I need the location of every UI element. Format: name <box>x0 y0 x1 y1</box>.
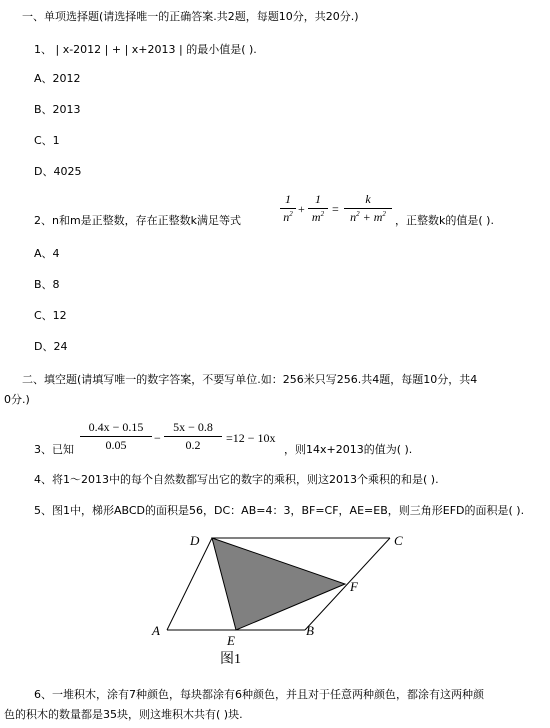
q3-f2-numerator: 5x − 0.8 <box>173 420 213 434</box>
section1-heading: 一、单项选择题(请选择唯一的正确答案.共2题，每题10分，共20分.) <box>22 10 359 23</box>
q3-f1-denominator: 0.05 <box>105 438 127 452</box>
q2-option-b: B、8 <box>34 278 60 291</box>
q1-option-c: C、1 <box>34 134 60 147</box>
q3-fraction-2 <box>164 420 222 453</box>
q2-fraction-2 <box>308 192 328 225</box>
question-2-text: 2、n和m是正整数，存在正整数k满足等式 <box>34 214 242 227</box>
section2-heading-cont: 0分.) <box>4 393 30 406</box>
question-6-text-cont: 色的积木的数量都是35块，则这堆积木共有( )块. <box>4 708 243 721</box>
question-1-text: 1、 | x-2012 | + | x+2013 | 的最小值是( ). <box>34 43 257 56</box>
q2-option-d: D、24 <box>34 340 68 353</box>
q3-f2-denominator: 0.2 <box>185 438 201 452</box>
q2-f2-numerator: 1 <box>315 192 321 206</box>
q2-f1-denominator: n <box>283 210 290 224</box>
q2-f1-numerator: 1 <box>285 192 291 206</box>
label-e: E <box>227 633 235 648</box>
q1-option-d: D、4025 <box>34 165 82 178</box>
question-3-text-after: ，则14x+2013的值为( ). <box>284 443 413 456</box>
q2-f2-denominator: m <box>311 210 321 224</box>
question-3-text: 3、已知 <box>34 443 74 456</box>
question-4-text: 4、将1～2013中的每个自然数都写出它的数字的乘积，则这2013个乘积的和是( ). <box>34 473 439 486</box>
trapezoid-figure <box>140 528 410 676</box>
label-b: B <box>306 623 314 638</box>
label-f: F <box>350 579 358 594</box>
q2-option-c: C、12 <box>34 309 67 322</box>
q2-f2-exponent: 2 <box>320 210 325 218</box>
question-2-text-after: ，正整数k的值是( ). <box>395 214 494 227</box>
triangle-efd <box>212 538 345 630</box>
figure-caption: 图1 <box>220 652 241 667</box>
question-6-text: 6、一堆积木，涂有7种颜色，每块都涂有6种颜色，并且对于任意两种颜色，都涂有这两种颜 <box>34 688 484 701</box>
label-a: A <box>152 623 160 638</box>
q3-minus: − <box>154 431 161 445</box>
q3-fraction-1 <box>80 420 152 453</box>
question-5-text: 5、图1中，梯形ABCD的面积是56，DC：AB=4：3，BF=CF，AE=EB，则三角形EFD的面积是( ). <box>34 504 525 517</box>
edge-ad <box>167 538 212 630</box>
q2-equals: = <box>332 202 339 216</box>
q3-f1-numerator: 0.4x − 0.15 <box>88 420 144 434</box>
q3-rhs: =12 − 10x <box>226 431 276 445</box>
q2-option-a: A、4 <box>34 247 60 260</box>
q2-f1-exponent: 2 <box>289 210 293 218</box>
q2-fraction-1 <box>280 192 296 225</box>
q2-fraction-3: k $n^2 + m^2$ <box>344 192 392 225</box>
label-d: D <box>190 533 200 548</box>
figure-1 <box>140 528 410 679</box>
q1-option-b: B、2013 <box>34 103 81 116</box>
label-c: C <box>394 533 403 548</box>
q2-plus: + <box>298 202 305 216</box>
q2-f3-numerator: k <box>365 192 371 206</box>
section2-heading: 二、填空题(请填写唯一的数字答案，不要写单位.如：256米只写256.共4题，每题10分，共4 <box>22 373 478 386</box>
q1-option-a: A、2012 <box>34 72 81 85</box>
